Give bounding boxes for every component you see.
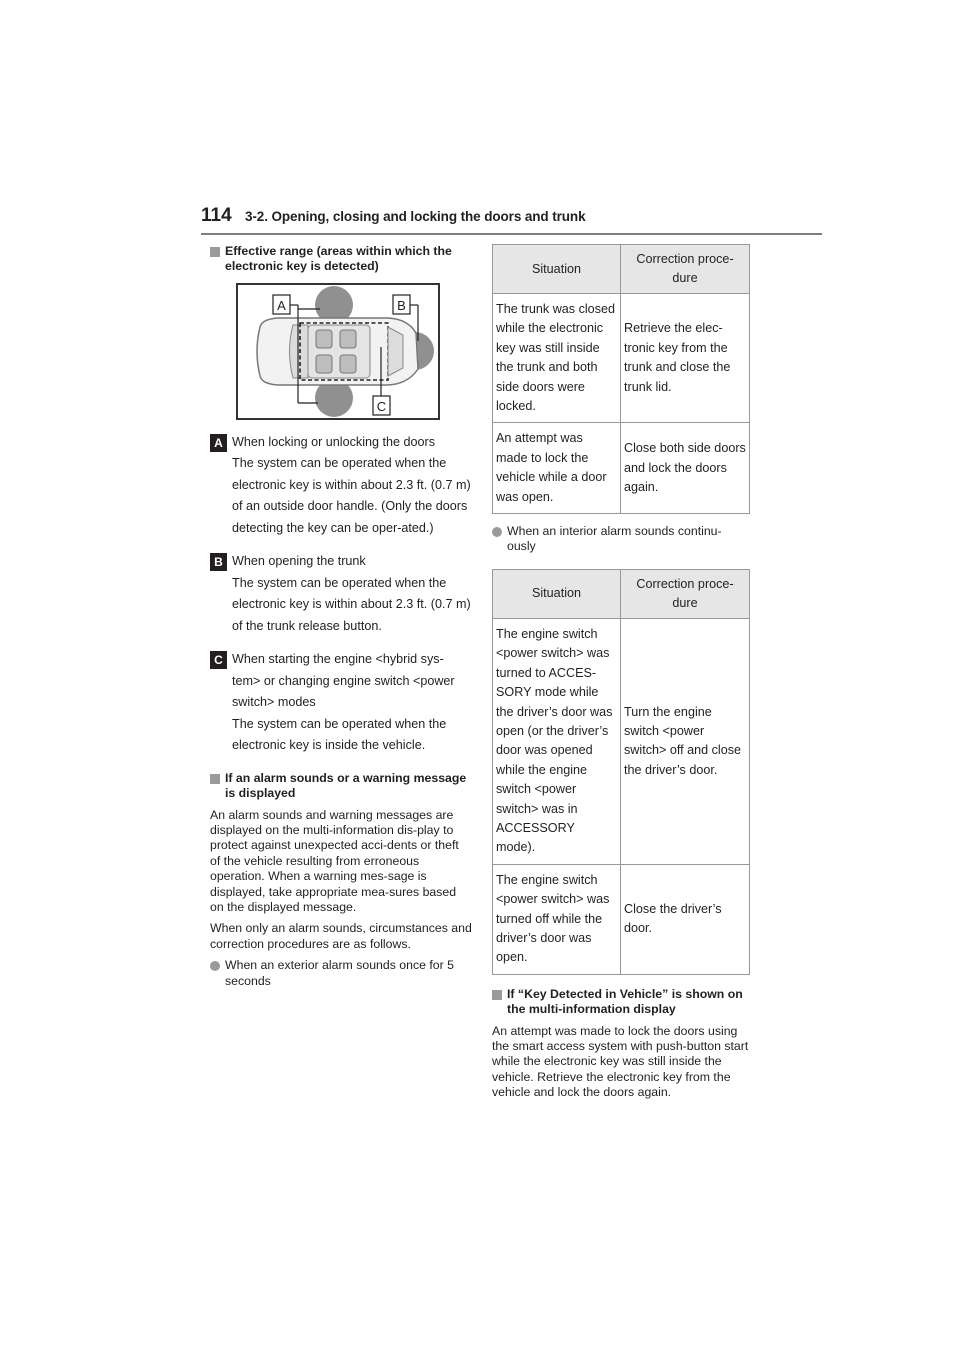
square-bullet-icon xyxy=(210,247,220,257)
badge-c: C xyxy=(210,651,227,669)
correction-cell: Close both side doors and lock the doors again. xyxy=(621,423,750,514)
round-bullet-icon xyxy=(210,961,220,971)
range-item-a-text: The system can be operated when the electronic key is within about 2.3 ft. (0.7 m) of an outside door handle. (Only the doors detecting the key can be oper-ated.) xyxy=(232,456,471,535)
correction-cell: Retrieve the elec-tronic key from the trunk and close the trunk lid. xyxy=(621,294,750,423)
exterior-alarm-text: When an exterior alarm sounds once for 5 seconds xyxy=(225,958,454,988)
car-windshield-icon xyxy=(290,325,309,378)
exterior-alarm-bullet xyxy=(210,958,472,989)
alarm-paragraph-2: When only an alarm sounds, circumstances and correction procedures are as follows. xyxy=(210,921,472,951)
key-detected-heading xyxy=(492,987,750,1018)
range-item-c-title: When starting the engine <hybrid sys-tem> or changing engine switch <power switch> modes xyxy=(232,652,455,710)
range-item-b-title: When opening the trunk xyxy=(232,554,366,569)
interior-alarm-bullet xyxy=(492,524,750,555)
seat-front-left-icon xyxy=(316,330,332,348)
range-item-c-text: The system can be operated when the electronic key is inside the vehicle. xyxy=(232,716,447,753)
situation-cell: An attempt was made to lock the vehicle while a door was open. xyxy=(493,423,621,514)
round-bullet-icon xyxy=(492,527,502,537)
situation-cell: The trunk was closed while the electronic key was still inside the trunk and both side doors were locked. xyxy=(493,294,621,423)
correction-cell: Close the driver’s door. xyxy=(621,864,750,974)
alarm-heading-text: If an alarm sounds or a warning message is displayed xyxy=(225,770,467,801)
diagram-label-a: A xyxy=(277,297,286,313)
effective-range-heading xyxy=(210,244,472,275)
seat-rear-left-icon xyxy=(340,330,356,348)
car-range-diagram xyxy=(238,285,438,418)
badge-a: A xyxy=(210,434,227,452)
column-correction: Correction proce-dure xyxy=(621,245,750,294)
exterior-alarm-table xyxy=(492,244,750,514)
table-row xyxy=(493,294,750,423)
diagram-label-b: B xyxy=(397,297,406,313)
key-detected-heading-text: If “Key Detected in Vehicle” is shown on the multi-information display xyxy=(507,986,743,1017)
right-column xyxy=(492,244,750,1101)
table-row xyxy=(493,423,750,514)
situation-cell: The engine switch <power switch> was turned off while the driver’s door was open. xyxy=(493,864,621,974)
table-header-row xyxy=(493,569,750,618)
left-column xyxy=(210,244,472,989)
alarm-paragraph-1: An alarm sounds and warning messages are displayed on the multi-information dis-play to protect against unexpected acci-dents or theft of the vehicle resulting from erroneous operation. When a warning mes-sage is displayed, take appropriate mea-sures based on the displayed message. xyxy=(210,807,459,915)
seat-front-right-icon xyxy=(316,355,332,373)
key-detected-text: An attempt was made to lock the doors using the smart access system with push-button start while the electronic key was still inside the vehicle. Retrieve the electronic key from the vehicle and lock the doors again. xyxy=(492,1023,749,1100)
page-number: 114 xyxy=(201,205,232,226)
section-title: 3-2. Opening, closing and locking the doors and trunk xyxy=(245,209,586,224)
table-row xyxy=(493,618,750,864)
column-situation: Situation xyxy=(493,245,621,294)
range-item-a xyxy=(210,432,472,540)
interior-alarm-table xyxy=(492,569,750,975)
column-situation: Situation xyxy=(493,569,621,618)
effective-range-heading-text: Effective range (areas within which the electronic key is detected) xyxy=(225,244,452,274)
badge-b: B xyxy=(210,553,227,571)
header-rule xyxy=(201,233,822,235)
range-item-b-text: The system can be operated when the electronic key is within about 2.3 ft. (0.7 m) of the trunk release button. xyxy=(232,575,471,633)
range-item-c xyxy=(210,649,472,757)
table-row xyxy=(493,864,750,974)
column-correction: Correction proce-dure xyxy=(621,569,750,618)
effective-range-diagram xyxy=(236,283,440,420)
alarm-heading xyxy=(210,771,472,802)
square-bullet-icon xyxy=(492,990,502,1000)
table-header-row xyxy=(493,245,750,294)
diagram-label-c: C xyxy=(376,398,387,414)
range-item-b xyxy=(210,551,472,637)
situation-cell: The engine switch <power switch> was turned to ACCES-SORY mode while the driver’s door was open (or the driver’s door was opened while the engine switch <power switch> was in ACCESSORY mode). xyxy=(493,618,621,864)
range-item-a-title: When locking or unlocking the doors xyxy=(232,434,436,449)
square-bullet-icon xyxy=(210,774,220,784)
correction-cell: Turn the engine switch <power switch> off and close the driver’s door. xyxy=(621,618,750,864)
interior-alarm-text: When an interior alarm sounds continu-ously xyxy=(507,524,722,554)
seat-rear-right-icon xyxy=(340,355,356,373)
car-rear-glass-icon xyxy=(388,327,403,376)
